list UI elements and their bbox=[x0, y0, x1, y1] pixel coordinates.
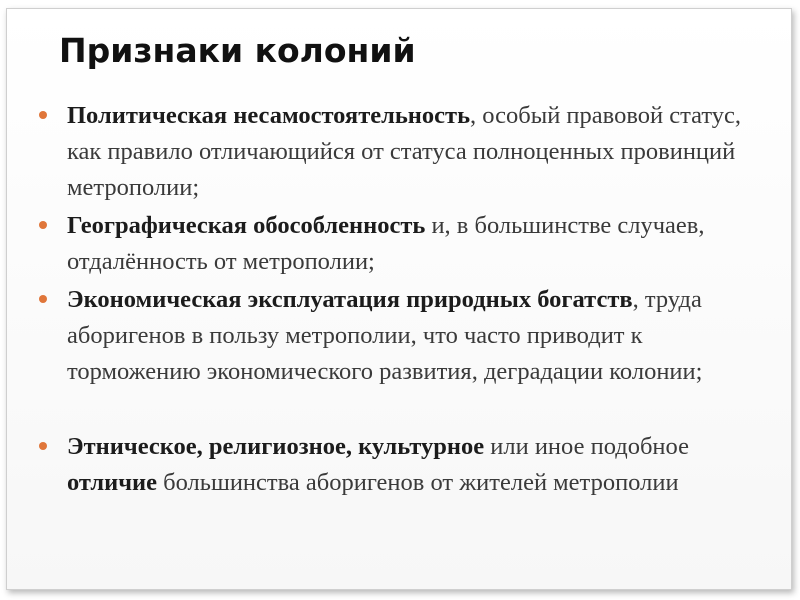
slide bbox=[6, 8, 792, 590]
bullet-bold-term: отличие bbox=[67, 469, 158, 496]
bullet-item bbox=[67, 429, 777, 501]
bullet-dot-icon bbox=[39, 111, 47, 119]
bullet-text: и, в большинстве случаев, отдалённость от метрополии; bbox=[67, 212, 705, 275]
bullet-item bbox=[67, 282, 777, 390]
bullet-dot-icon bbox=[39, 295, 47, 303]
bullet-text: , труда аборигенов в пользу метрополии, что часто приводит к торможению экономического развития, деградации колонии; bbox=[67, 286, 703, 385]
bullet-item bbox=[67, 98, 777, 206]
bullet-lead-bold: Политическая несамостоятельность bbox=[67, 102, 471, 129]
bullet-lead-bold: Географическая обособленность bbox=[67, 212, 426, 239]
bullet-lead-bold: Этническое, религиозное, культурное bbox=[67, 433, 485, 460]
bullet-text: , особый правовой статус, как правило отличающийся от статуса полноценных провинций метрополии; bbox=[67, 102, 741, 201]
bullet-dot-icon bbox=[39, 221, 47, 229]
bullet-item bbox=[67, 208, 777, 280]
bullet-dot-icon bbox=[39, 442, 47, 450]
bullet-text: большинства аборигенов от жителей метрополии bbox=[157, 469, 679, 496]
bullet-lead-bold: Экономическая эксплуатация природных богатств bbox=[67, 286, 633, 313]
slide-title: Признаки колоний bbox=[59, 31, 416, 70]
bullet-text: или иное подобное bbox=[484, 433, 689, 460]
